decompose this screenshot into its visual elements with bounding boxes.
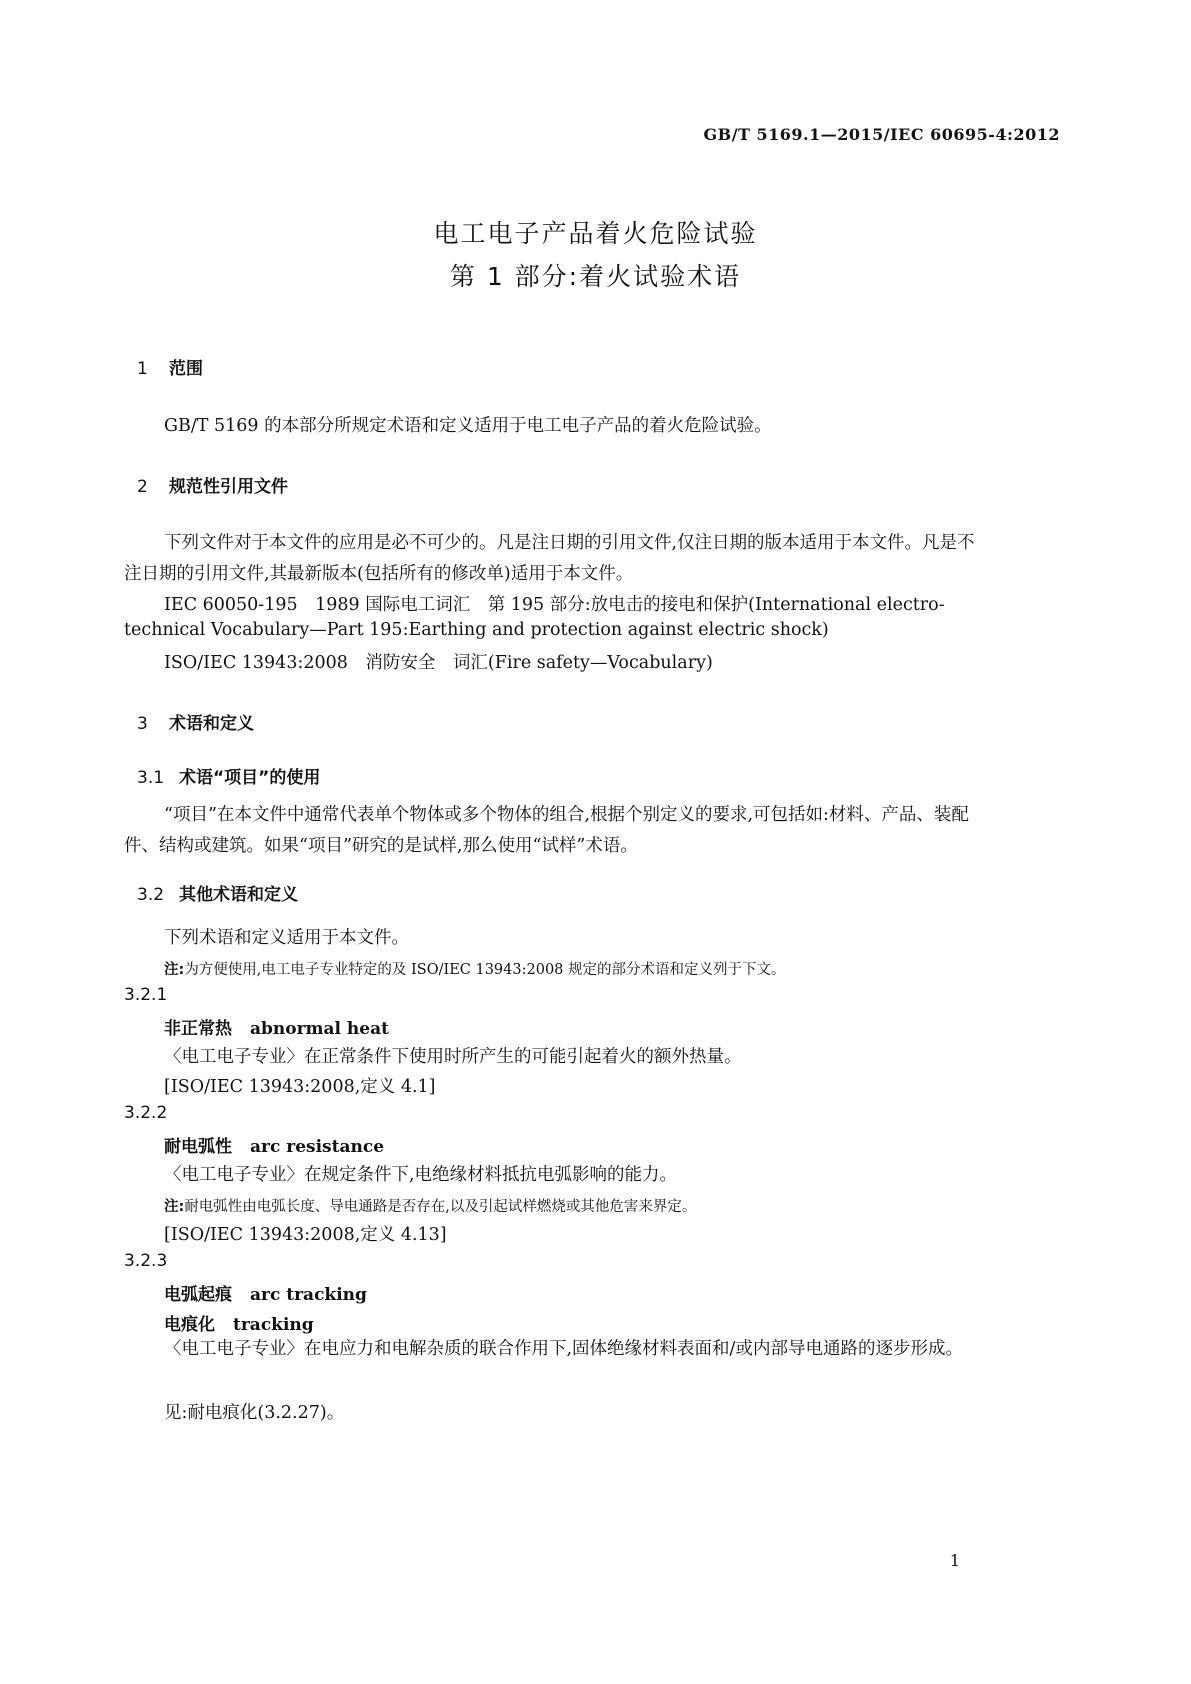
section-number: 3	[137, 714, 148, 734]
section-1-heading	[137, 354, 203, 379]
section-3-heading	[137, 709, 254, 734]
page-number: 1	[949, 1551, 960, 1570]
term-english: abnormal heat	[250, 1019, 389, 1039]
section-number: 3.1	[137, 768, 165, 788]
subsection-3-2-body: 下列术语和定义适用于本文件。	[164, 928, 409, 948]
term-chinese: 非正常热	[164, 1019, 232, 1039]
term-source: [ISO/IEC 13943:2008,定义 4.13]	[164, 1225, 447, 1245]
section-title: 术语和定义	[169, 714, 254, 734]
term-heading	[164, 1280, 367, 1305]
term-number: 3.2.1	[124, 985, 168, 1005]
term-chinese: 耐电弧性	[164, 1137, 232, 1157]
subsection-3-1-body: “项目”在本文件中通常代表单个物体或多个物体的组合,根据个别定义的要求,可包括如:材料、产品、装配件、结构或建筑。如果“项目”研究的是试样,那么使用“试样”术语。	[124, 805, 969, 856]
term-heading	[164, 1014, 389, 1039]
subsection-3-1-heading	[137, 763, 320, 788]
term-number: 3.2.2	[124, 1103, 168, 1123]
term-definition: 〈电工电子专业〉在规定条件下,电绝缘材料抵抗电弧影响的能力。	[164, 1165, 678, 1185]
term-definition: 〈电工电子专业〉在正常条件下使用时所产生的可能引起着火的额外热量。	[164, 1047, 742, 1067]
reference-1-line2: technical Vocabulary—Part 195:Earthing and protection against electric shock)	[124, 620, 829, 640]
note-text: 为方便使用,电工电子专业特定的及 ISO/IEC 13943:2008 规定的部分术语和定义列于下文。	[184, 962, 786, 978]
section-2-heading	[137, 472, 288, 497]
reference-2: ISO/IEC 13943:2008 消防安全 词汇(Fire safety—Vocabulary)	[164, 653, 713, 673]
note	[164, 958, 786, 979]
term-number: 3.2.3	[124, 1251, 168, 1271]
section-title: 规范性引用文件	[169, 477, 288, 497]
document-title: 电工电子产品着火危险试验	[433, 219, 758, 248]
standard-code: GB/T 5169.1—2015/IEC 60695-4:2012	[703, 125, 1060, 144]
term-heading-alt	[164, 1310, 314, 1335]
section-title: 术语“项目”的使用	[179, 768, 321, 788]
section-title: 其他术语和定义	[179, 885, 298, 905]
term-chinese: 电弧起痕	[164, 1285, 232, 1305]
section-2-intro: 下列文件对于本文件的应用是必不可少的。凡是注日期的引用文件,仅注日期的版本适用于本文件。凡是不注日期的引用文件,其最新版本(包括所有的修改单)适用于本文件。	[124, 533, 975, 584]
section-number: 1	[137, 359, 148, 379]
term-english: tracking	[233, 1315, 314, 1335]
note	[164, 1195, 696, 1216]
term-english: arc resistance	[250, 1137, 385, 1157]
reference-1-line1: IEC 60050-195 1989 国际电工词汇 第 195 部分:放电击的接电和保护(International electro-	[164, 595, 945, 615]
subsection-3-2-heading	[137, 880, 298, 905]
term-see-also: 见:耐电痕化(3.2.27)。	[164, 1403, 345, 1423]
document-subtitle: 第 1 部分:着火试验术语	[449, 262, 742, 291]
section-title: 范围	[169, 359, 203, 379]
term-chinese: 电痕化	[164, 1315, 215, 1335]
term-definition: 〈电工电子专业〉在电应力和电解杂质的联合作用下,固体绝缘材料表面和/或内部导电通路的逐步形成。	[164, 1339, 963, 1359]
term-source: [ISO/IEC 13943:2008,定义 4.1]	[164, 1077, 436, 1097]
section-number: 2	[137, 477, 148, 497]
section-1-body: GB/T 5169 的本部分所规定术语和定义适用于电工电子产品的着火危险试验。	[164, 416, 772, 436]
note-text: 耐电弧性由电弧长度、导电通路是否存在,以及引起试样燃烧或其他危害来界定。	[184, 1199, 697, 1215]
section-number: 3.2	[137, 885, 165, 905]
note-label: 注:	[164, 962, 185, 978]
note-label: 注:	[164, 1199, 185, 1215]
term-heading	[164, 1132, 384, 1157]
term-english: arc tracking	[250, 1285, 367, 1305]
